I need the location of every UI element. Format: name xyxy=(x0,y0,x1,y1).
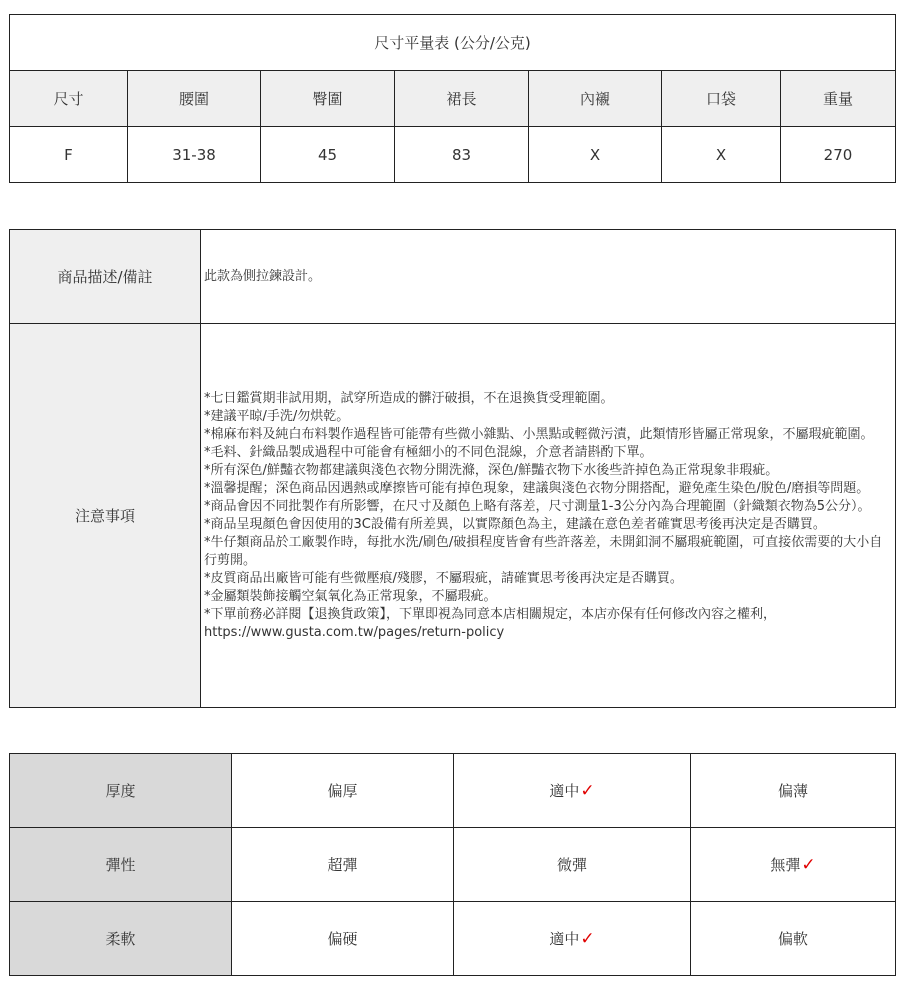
description-row xyxy=(10,230,896,324)
feel-option xyxy=(691,754,896,828)
description-label: 商品描述/備註 xyxy=(10,230,201,324)
value-waist: 31-38 xyxy=(128,127,261,183)
header-lining: 內襯 xyxy=(529,71,662,127)
note-line: *所有深色/鮮豔衣物都建議與淺色衣物分開洗滌，深色/鮮豔衣物下水後些許掉色為正常現象非瑕疵。 xyxy=(204,462,779,478)
size-table-value-row xyxy=(10,127,896,183)
return-policy-link: https://www.gusta.com.tw/pages/return-policy xyxy=(204,624,505,640)
header-pocket: 口袋 xyxy=(662,71,781,127)
feel-option xyxy=(232,754,454,828)
note-line: *商品會因不同批製作有所影響，在尺寸及顏色上略有落差，尺寸測量1-3公分內為合理範圍（針織類衣物為5公分）。 xyxy=(204,498,871,514)
feel-option-text: 偏硬 xyxy=(327,930,358,948)
note-line: *下單前務必詳閱【退換貨政策】，下單即視為同意本店相關規定，本店亦保有任何修改內容之權利， xyxy=(204,606,777,622)
check-mark-icon: ✓ xyxy=(580,929,595,949)
value-pocket: X xyxy=(662,127,781,183)
note-line: *商品呈現顏色會因使用的3C設備有所差異，以實際顏色為主，建議在意色差者確實思考後再決定是否購買。 xyxy=(204,516,826,532)
feel-row-softness xyxy=(10,902,896,976)
check-mark-icon: ✓ xyxy=(580,781,595,801)
fabric-feel-table xyxy=(9,753,896,976)
feel-label-elasticity: 彈性 xyxy=(10,828,232,902)
feel-option xyxy=(454,754,691,828)
feel-option-text: 偏軟 xyxy=(777,930,808,948)
header-skirt-length: 裙長 xyxy=(395,71,529,127)
feel-option-text: 偏厚 xyxy=(327,782,358,800)
description-text: 此款為側拉鍊設計。 xyxy=(201,230,896,324)
header-size: 尺寸 xyxy=(10,71,128,127)
feel-option xyxy=(232,902,454,976)
feel-option xyxy=(232,828,454,902)
feel-option-text: 適中 xyxy=(549,930,580,948)
feel-option-text: 無彈 xyxy=(770,856,801,874)
header-hip: 臀圍 xyxy=(261,71,395,127)
note-line: *建議平晾/手洗/勿烘乾。 xyxy=(204,408,350,424)
value-weight: 270 xyxy=(781,127,896,183)
description-table xyxy=(9,229,896,708)
note-line: *毛料、針織品製成過程中可能會有極細小的不同色混線，介意者請斟酌下單。 xyxy=(204,444,653,460)
note-line: *溫馨提醒；深色商品因遇熱或摩擦皆可能有掉色現象，建議與淺色衣物分開搭配，避免產生染色/脫色/磨損等問題。 xyxy=(204,480,870,496)
check-mark-icon: ✓ xyxy=(801,855,816,875)
feel-label-softness: 柔軟 xyxy=(10,902,232,976)
header-waist: 腰圍 xyxy=(128,71,261,127)
size-table-header-row xyxy=(10,71,896,127)
header-weight: 重量 xyxy=(781,71,896,127)
notes-row xyxy=(10,324,896,708)
note-line: *皮質商品出廠皆可能有些微壓痕/殘膠，不屬瑕疵，請確實思考後再決定是否購買。 xyxy=(204,570,683,586)
note-line: *棉麻布料及純白布料製作過程皆可能帶有些微小雜點、小黑點或輕微污漬，此類情形皆屬正常現象，不屬瑕疵範圍。 xyxy=(204,426,874,442)
notes-content xyxy=(201,324,896,708)
note-line: *牛仔類商品於工廠製作時，每批水洗/刷色/破損程度皆會有些許落差，未開釦洞不屬瑕疵範圍，可直接依需要的大小自行剪開。 xyxy=(204,534,883,568)
feel-row-thickness xyxy=(10,754,896,828)
feel-option-text: 適中 xyxy=(549,782,580,800)
feel-option xyxy=(691,828,896,902)
feel-option xyxy=(691,902,896,976)
value-lining: X xyxy=(529,127,662,183)
notes-label: 注意事項 xyxy=(10,324,201,708)
value-size: F xyxy=(10,127,128,183)
size-table-title: 尺寸平量表 (公分/公克) xyxy=(10,15,896,71)
feel-option xyxy=(454,902,691,976)
size-table-title-row xyxy=(10,15,896,71)
size-table xyxy=(9,14,896,183)
value-skirt-length: 83 xyxy=(395,127,529,183)
note-line: *七日鑑賞期非試用期，試穿所造成的髒汙破損，不在退換貨受理範圍。 xyxy=(204,390,614,406)
feel-option-text: 超彈 xyxy=(327,856,358,874)
feel-option xyxy=(454,828,691,902)
feel-option-text: 偏薄 xyxy=(777,782,808,800)
note-line: *金屬類裝飾接觸空氣氧化為正常現象，不屬瑕疵。 xyxy=(204,588,497,604)
feel-option-text: 微彈 xyxy=(556,856,587,874)
feel-label-thickness: 厚度 xyxy=(10,754,232,828)
value-hip: 45 xyxy=(261,127,395,183)
feel-row-elasticity xyxy=(10,828,896,902)
